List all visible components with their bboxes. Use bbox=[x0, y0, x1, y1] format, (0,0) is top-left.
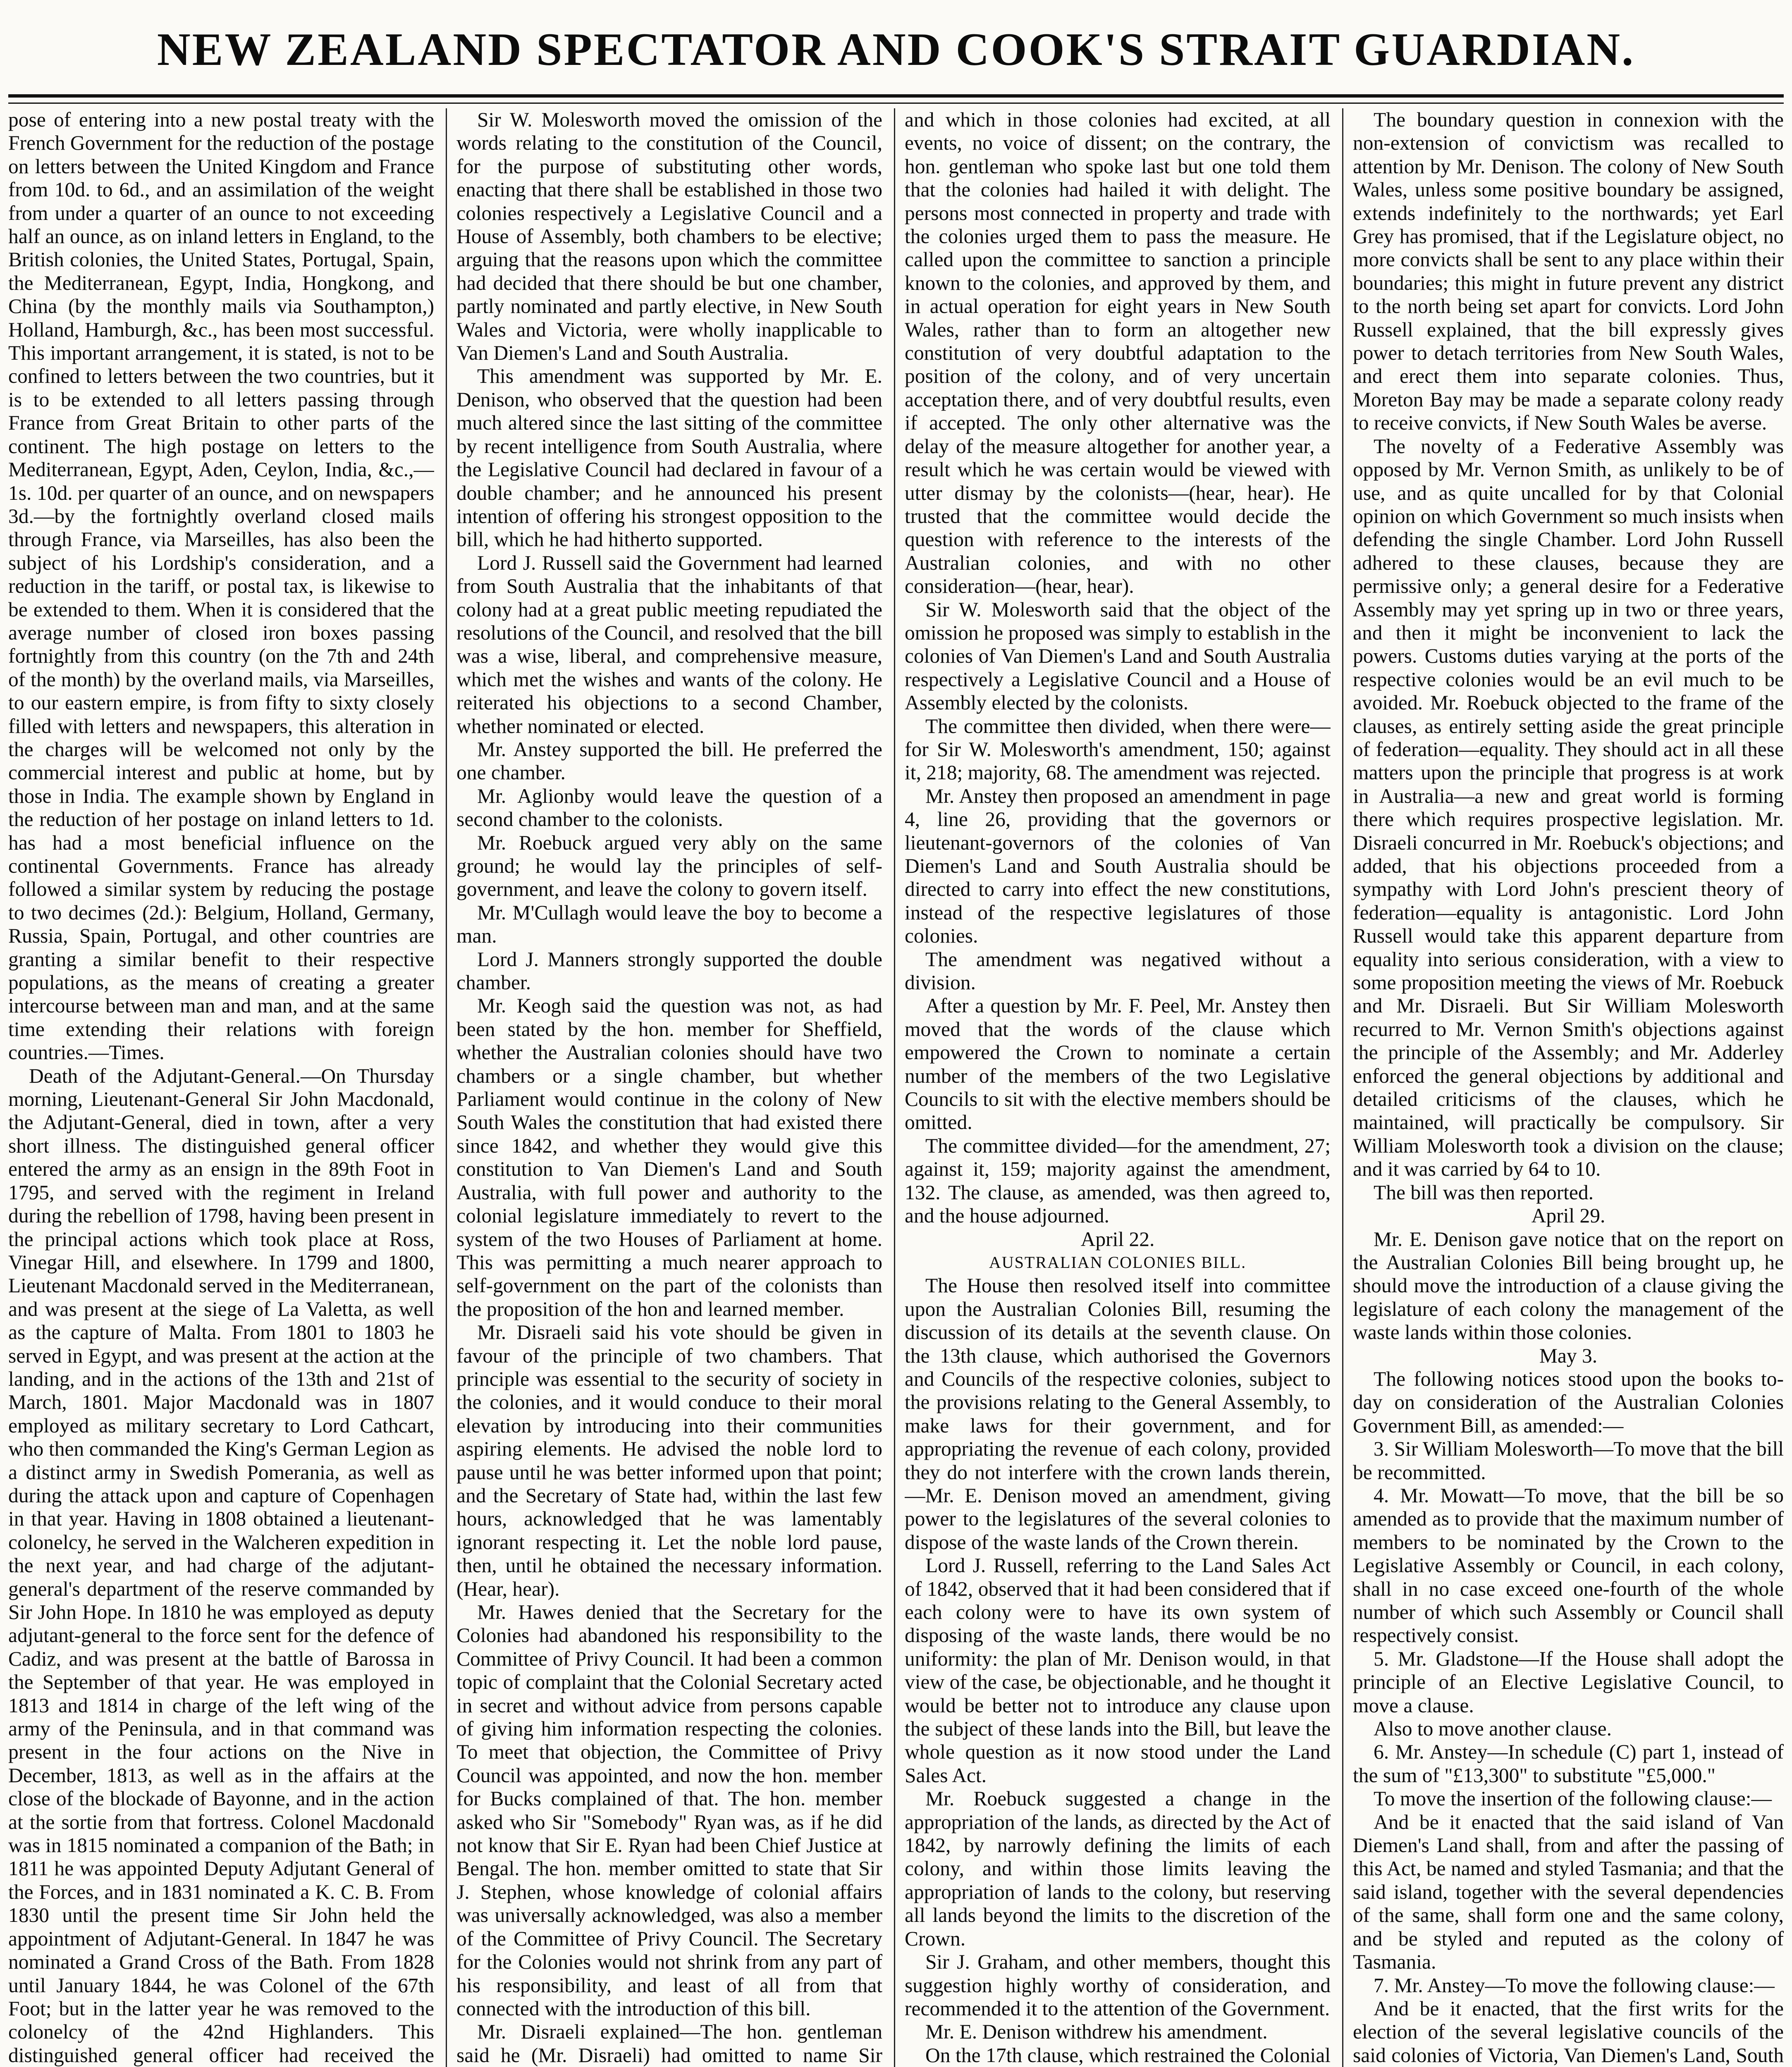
paragraph: Sir J. Graham, and other members, thought this suggestion highly worthy of consideration, and recommended it to the attention of the Government. bbox=[905, 1950, 1331, 2020]
notice-item: And be it enacted that the said island of Van Diemen's Land shall, from and after the passing of this Act, be named and styled Tasmania; and that the said island, together with the several dependencies of the same, shall form one and the same colony, and be styled and reputed as the colony of Tasmania. bbox=[1353, 1810, 1784, 1974]
paragraph: Lord J. Manners strongly supported the double chamber. bbox=[456, 948, 882, 994]
paragraph: On the 17th clause, which restrained the Colonial bbox=[925, 2043, 1331, 2067]
masthead-title: NEW ZEALAND SPECTATOR AND COOK'S STRAIT GUARDIAN. bbox=[157, 24, 1635, 75]
paragraph: Mr. Roebuck argued very ably on the same ground; he would lay the principles of self-government, and leave the colony to govern itself. bbox=[456, 831, 882, 901]
paragraph: Mr. E. Denison gave notice that on the report on the Australian Colonies Bill being brought up, he should move the introduction of a clause giving the legislature of each colony the management of the waste lands within those colonies. bbox=[1353, 1227, 1784, 1344]
column-divider bbox=[1342, 108, 1343, 2067]
paragraph: The committee divided—for the amendment, 27; against it, 159; majority against the amendment, 132. The clause, as amended, was then agreed to, and the house adjourned. bbox=[905, 1134, 1331, 1227]
column-3 bbox=[905, 108, 1331, 2067]
masthead bbox=[0, 0, 1792, 95]
masthead-thin-rule bbox=[8, 103, 1784, 104]
paragraph: The amendment was negatived without a division. bbox=[905, 948, 1331, 994]
paragraph: The boundary question in connexion with the non-extension of convictism was recalled to attention by Mr. Denison. The colony of New South Wales, unless some positive boundary be assigned, extends indefinitely to the northwards; yet Earl Grey has promised, that if the Legislature object, no more convicts shall be sent to any place within their boundaries; this might in future prevent any district to the north being set apart for convicts. Lord John Russell explained, that the bill expressly gives power to detach territories from New South Wales, and erect them into separate colonies. Thus, Moreton Bay may be made a separate colony ready to receive convicts, if New South Wales be averse. bbox=[1353, 108, 1784, 434]
notice-item: 4. Mr. Mowatt—To move, that the bill be so amended as to provide that the maximum number of members to be nominated by the Crown to the Legislative Assembly or Council, in each colony, shall in no case exceed one-fourth of the whole number of which such Assembly or Council shall respectively consist. bbox=[1353, 1484, 1784, 1647]
paragraph: Mr. Aglionby would leave the question of a second chamber to the colonists. bbox=[456, 784, 882, 831]
paragraph: The bill was then reported. bbox=[1374, 1181, 1594, 1204]
paragraph: Mr. Disraeli explained—The hon. gentleman said he (Mr. Disraeli) had omitted to name Sir bbox=[456, 2020, 882, 2067]
article-death-adjutant-general: Death of the Adjutant-General.—On Thursday morning, Lieutenant-General Sir John Macdonald, the Adjutant-General, died in town, after a very short illness. The distinguished general officer entered the army as an ensign in the 89th Foot in 1795, and served with the regiment in Ireland during the rebellion of 1798, having been present in the principal actions which took place at Ross, Vinegar Hill, and elsewhere. In 1799 and 1800, Lieutenant Macdonald served in the Mediterranean, and was present at the siege of La Valetta, as well as the capture of Malta. From 1801 to 1803 he served in Egypt, and was present at the action at the landing, and in the actions of the 13th and 21st of March, 1801. Major Macdonald was in 1807 employed as military secretary to Lord Cathcart, who then commanded the King's German Legion as a distinct army in Swedish Pomerania, as well as during the attack upon and capture of Copenhagen in that year. Having in 1808 obtained a lieutenant-colonelcy, he served in the Walcheren expedition in the next year, and had charge of the adjutant-general's department of the reserve commanded by Sir John Hope. In 1810 he was employed as deputy adjutant-general to the force sent for the defence of Cadiz, and was present at the battle of Barossa in the September of that year. He was employed in 1813 and 1814 in charge of the left wing of the army of the Peninsula, and in that command was present in the four actions on the Nive in December, 1813, as well as in the affairs at the close of the blockade of Bayonne, and in the action at the sortie from that fortress. Colonel Macdonald was in 1815 nominated a companion of the Bath; in 1811 he was appointed Deputy Adjutant General of the Forces, and in 1831 nominated a K. C. B. From 1830 until the present time Sir John held the appointment of Adjutant-General. In 1847 he was nominated a Grand Cross of the Bath. From 1828 until January 1844, he was Colonel of the 67th Foot; but in the latter year he was removed to the colonelcy of the 42nd Highlanders. This distinguished general officer had received the bbox=[8, 1064, 434, 2067]
paragraph: The House then resolved itself into committee upon the Australian Colonies Bill, resuming the discussion of its details at the seventh clause. On the 13th clause, which authorised the Governors and Councils of the respective colonies, subject to the provisions relating to the General Assembly, to make laws for their government, and for appropriating the revenue of each colony, provided they do not interfere with the crown lands therein,—Mr. E. Denison moved an amendment, giving power to the legislatures of the several colonies to dispose of the waste lands of the Crown therein. bbox=[905, 1274, 1331, 1554]
notice-item: 7. Mr. Anstey—To move the following clause:— bbox=[1374, 1974, 1775, 1997]
notice-item: And be it enacted, that the first writs for the election of the several legislative councils of the said colonies of Victoria, Van Diemen's Land, South bbox=[1353, 1997, 1784, 2067]
paragraph: Mr. Anstey supported the bill. He preferred the one chamber. bbox=[456, 738, 882, 784]
notice-item: 6. Mr. Anstey—In schedule (C) part 1, instead of the sum of "£13,300" to substitute "£5,000." bbox=[1353, 1740, 1784, 1787]
column-4 bbox=[1353, 108, 1784, 2067]
paragraph: The committee then divided, when there were—for Sir W. Molesworth's amendment, 150; against it, 218; majority, 68. The amendment was rejected. bbox=[905, 714, 1331, 784]
subheading-australian-colonies-bill: AUSTRALIAN COLONIES BILL. bbox=[989, 1253, 1247, 1272]
column-2 bbox=[456, 108, 882, 2067]
paragraph: Sir W. Molesworth moved the omission of the words relating to the constitution of the Council, for the purpose of substituting other words, enacting that there shall be established in those two colonies respectively a Legislative Council and a House of Assembly, both chambers to be elective; arguing that the reasons upon which the committee had decided that there should be but one chamber, partly nominated and partly elective, in New South Wales and Victoria, were wholly inapplicable to Van Diemen's Land and South Australia. bbox=[456, 108, 882, 365]
notice-item: 3. Sir William Molesworth—To move that the bill be recommitted. bbox=[1353, 1437, 1784, 1484]
paragraph: This amendment was supported by Mr. E. Denison, who observed that the question had been much altered since the last sitting of the committee by recent intelligence from South Australia, where the Legislative Council had declared in favour of a double chamber; and he announced his present intention of offering his strongest opposition to the bill, which he had hitherto supported. bbox=[456, 365, 882, 551]
date-heading: April 22. bbox=[1080, 1227, 1155, 1251]
column-divider bbox=[446, 108, 447, 2067]
paragraph: Mr. Anstey then proposed an amendment in page 4, line 26, providing that the governors or lieutenant-governors of the colonies of Van Diemen's Land and South Australia should be directed to carry into effect the new constitutions, instead of the respective legislatures of those colonies. bbox=[905, 784, 1331, 948]
columns bbox=[8, 108, 1784, 2067]
paragraph: Mr. Keogh said the question was not, as had been stated by the hon. member for Sheffield, whether the Australian colonies should have two chambers or a single chamber, but whether Parliament would continue in the colony of New South Wales the constitution that had existed there since 1842, and whether they would give this constitution to Van Diemen's Land and South Australia, with full power and authority to the colonial legislature immediately to revert to the system of the two Houses of Parliament at home. This was permitting a much nearer approach to self-government on the part of the colonists than the proposition of the hon and learned member. bbox=[456, 994, 882, 1320]
masthead-thick-rule bbox=[8, 94, 1784, 98]
paragraph: Mr. Hawes denied that the Secretary for the Colonies had abandoned his responsibility to the Committee of Privy Council. It had been a common topic of complaint that the Colonial Secretary acted in secret and without advice from persons capable of giving him information respecting the colonies. To meet that objection, the Committee of Privy Council was appointed, and now the hon. member for Bucks complained of that. The hon. member asked who Sir "Somebody" Ryan was, as if he did not know that Sir E. Ryan had been Chief Justice at Bengal. The hon. member omitted to state that Sir J. Stephen, whose knowledge of colonial affairs was universally acknowledged, was also a member of the Committee of Privy Council. The Secretary for the Colonies would not shrink from any part of his responsibility, and least of all from that connected with the introduction of this bill. bbox=[456, 1601, 882, 2020]
notice-item: 5. Mr. Gladstone—If the House shall adopt the principle of an Elective Legislative Council, to move a clause. bbox=[1353, 1647, 1784, 1717]
column-1 bbox=[8, 108, 434, 2067]
column-divider bbox=[894, 108, 895, 2067]
paragraph: Lord J. Russell said the Government had learned from South Australia that the inhabitants of that colony had at a great public meeting repudiated the resolutions of the Council, and resolved that the bill was a wise, liberal, and comprehensive measure, which met the wishes and wants of the colony. He reiterated his objections to a second Chamber, whether nominated or elected. bbox=[456, 551, 882, 738]
paragraph: After a question by Mr. F. Peel, Mr. Anstey then moved that the words of the clause which empowered the Crown to nominate a certain number of the members of the two Legislative Councils to sit with the elective members should be omitted. bbox=[905, 994, 1331, 1134]
paragraph: Mr. Disraeli said his vote should be given in favour of the principle of two chambers. That principle was essential to the security of society in the colonies, and it would conduce to their moral elevation by introducing into their communities aspiring elements. He advised the noble lord to pause until he was better informed upon that point; and the Secretary of State had, within the last few hours, acknowledged that he was lamentably ignorant respecting it. Let the noble lord pause, then, until he obtained the necessary information. (Hear, hear). bbox=[456, 1321, 882, 1600]
paragraph: Mr. M'Cullagh would leave the boy to become a man. bbox=[456, 901, 882, 948]
date-heading: April 29. bbox=[1531, 1204, 1606, 1227]
paragraph: Sir W. Molesworth said that the object of the omission he proposed was simply to establish in the colonies of Van Diemen's Land and South Australia respectively a Legislative Council and a House of Assembly elected by the colonists. bbox=[905, 598, 1331, 714]
article-postal-treaty: pose of entering into a new postal treaty with the French Government for the reduction of the postage on letters between the United Kingdom and France from 10d. to 6d., and an assimilation of the weight from under a quarter of an ounce to not exceeding half an ounce, as on inland letters in England, to the British colonies, the United States, Portugal, Spain, the Mediterranean, Egypt, India, Hongkong, and China (by the monthly mails via Southampton,) Holland, Hamburgh, &c., has been most successful. This important arrangement, it is stated, is not to be confined to letters between the two countries, but it is to be extended to all letters passing through France from Great Britain to other parts of the continent. The high postage on letters to the Mediterranean, Egypt, Aden, Ceylon, India, &c.,—1s. 10d. per quarter of an ounce, and on newspapers 3d.—by the fortnightly overland closed mails through France, via Marseilles, has also been the subject of his Lordship's consideration, and a reduction in the tariff, or postal tax, is likewise to be extended to them. When it is considered that the average number of closed iron boxes passing fortnightly from this country (on the 7th and 24th of the month) by the overland mails, via Marseilles, to our eastern empire, is from fifty to sixty closely filled with letters and newspapers, this alteration in the charges will be welcomed not only by the commercial interest and public at home, but by those in India. The example shown by England in the reduction of her postage on inland letters to 1d. has had a most beneficial influence on the continental Governments. France has already followed a similar system by reducing the postage to two decimes (2d.): Belgium, Holland, Germany, Russia, Spain, Portugal, and other countries are granting a similar benefit to their respective populations, as the means of creating a greater intercourse between man and man, and at the same time extending their relations with foreign countries.—Times. bbox=[8, 108, 434, 1064]
paragraph: The novelty of a Federative Assembly was opposed by Mr. Vernon Smith, as unlikely to be of use, and as quite uncalled for by that Colonial opinion on which Government so much insists when defending the single Chamber. Lord John Russell adhered to these clauses, because they are permissive only; a general desire for a Federative Assembly may yet spring up in two or three years, and then it might be inconvenient to lack the powers. Customs duties varying at the ports of the respective colonies would be an evil much to be avoided. Mr. Roebuck objected to the frame of the clauses, as entirely setting aside the great principle of federation—equality. They should act in all these matters upon the principle that progress is at work in Australia—a new and great world is forming there which requires prospective legislation. Mr. Disraeli concurred in Mr. Roebuck's objections; and added, that his objections proceeded from a sympathy with Lord John's prescient theory of federation—equality is antagonistic. Lord John Russell would take this apparent departure from equality into serious consideration, with a view to some proposition meeting the views of Mr. Roebuck and Mr. Disraeli. But Sir William Molesworth recurred to Mr. Vernon Smith's objections against the principle of the Assembly; and Mr. Adderley enforced the general objections by additional and detailed criticisms of the clauses, which he maintained, will practically be compulsory. Sir William Molesworth took a division on the clause; and it was carried by 64 to 10. bbox=[1353, 434, 1784, 1181]
notice-item: Also to move another clause. bbox=[1374, 1717, 1612, 1740]
paragraph: and which in those colonies had excited, at all events, no voice of dissent; on the contrary, the hon. gentleman who spoke last but one told them that the colonies had hailed it with delight. The persons most connected in property and trade with the colonies urged them to pass the measure. He called upon the committee to sanction a principle known to the colonies, and approved by them, and in actual operation for eight years in New South Wales, rather than to form an altogether new constitution of very doubtful adaptation to the position of the colony, and of very uncertain acceptation there, and of very doubtful results, even if accepted. The only other alternative was the delay of the measure altogether for another year, a result which he was certain would be viewed with utter dismay by the colonists—(hear, hear). He trusted that the committee would decide the question with reference to the interests of the Australian colonies, and with no other consideration—(hear, hear). bbox=[905, 108, 1331, 598]
paragraph: The following notices stood upon the books to-day on consideration of the Australian Colonies Government Bill, as amended:— bbox=[1353, 1367, 1784, 1437]
paragraph: Mr. Roebuck suggested a change in the appropriation of the lands, as directed by the Act of 1842, by narrowly defining the limits of each colony, and within those limits leaving the appropriation of lands to the colony, but reserving all lands beyond the limits to the discretion of the Crown. bbox=[905, 1787, 1331, 1950]
paragraph: Lord J. Russell, referring to the Land Sales Act of 1842, observed that it had been considered that if each colony were to have its own system of disposing of the waste lands, there would be no uniformity: the plan of Mr. Denison would, in that view of the case, be objectionable, and he thought it would be better not to introduce any clause upon the subject of these lands into the Bill, but leave the whole question as it now stood under the Land Sales Act. bbox=[905, 1554, 1331, 1787]
notice-item: To move the insertion of the following clause:— bbox=[1374, 1787, 1772, 1810]
date-heading: May 3. bbox=[1539, 1344, 1598, 1367]
paragraph: Mr. E. Denison withdrew his amendment. bbox=[925, 2020, 1268, 2043]
